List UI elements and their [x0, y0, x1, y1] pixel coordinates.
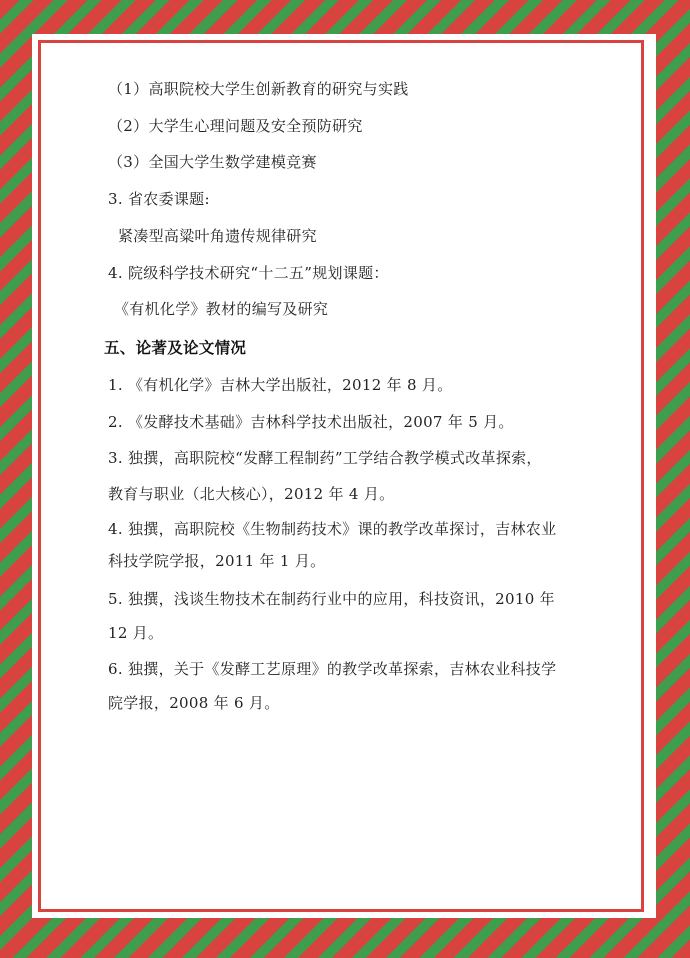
text-line: 3. 省农委课题:: [108, 190, 210, 208]
text-line: （3）全国大学生数学建模竞赛: [108, 153, 317, 171]
section-heading: 五、论著及论文情况: [104, 338, 247, 357]
text-line: 教育与职业（北大核心），2012 年 4 月。: [108, 485, 395, 503]
text-line: 科技学院学报，2011 年 1 月。: [108, 552, 326, 570]
text-line: 5. 独撰，浅谈生物技术在制药行业中的应用，科技资讯，2010 年: [108, 590, 555, 608]
text-line: （2）大学生心理问题及安全预防研究: [108, 117, 363, 135]
text-line: 4. 独撰，高职院校《生物制药技术》课的教学改革探讨，吉林农业: [108, 520, 557, 538]
text-line: 院学报，2008 年 6 月。: [108, 694, 280, 712]
text-line: 紧凑型高粱叶角遗传规律研究: [118, 227, 317, 245]
text-line: 1. 《有机化学》吉林大学出版社，2012 年 8 月。: [108, 376, 453, 394]
text-line: 《有机化学》教材的编写及研究: [114, 300, 329, 318]
text-line: 6. 独撰，关于《发酵工艺原理》的教学改革探索，吉林农业科技学: [108, 660, 557, 678]
text-line: （1）高职院校大学生创新教育的研究与实践: [108, 80, 409, 98]
text-line: 2. 《发酵技术基础》吉林科学技术出版社，2007 年 5 月。: [108, 413, 514, 431]
text-line: 3. 独撰，高职院校“发酵工程制药”工学结合教学模式改革探索，: [108, 449, 542, 467]
text-line: 12 月。: [108, 624, 164, 642]
text-line: 4. 院级科学技术研究“十二五”规划课题：: [108, 264, 389, 282]
